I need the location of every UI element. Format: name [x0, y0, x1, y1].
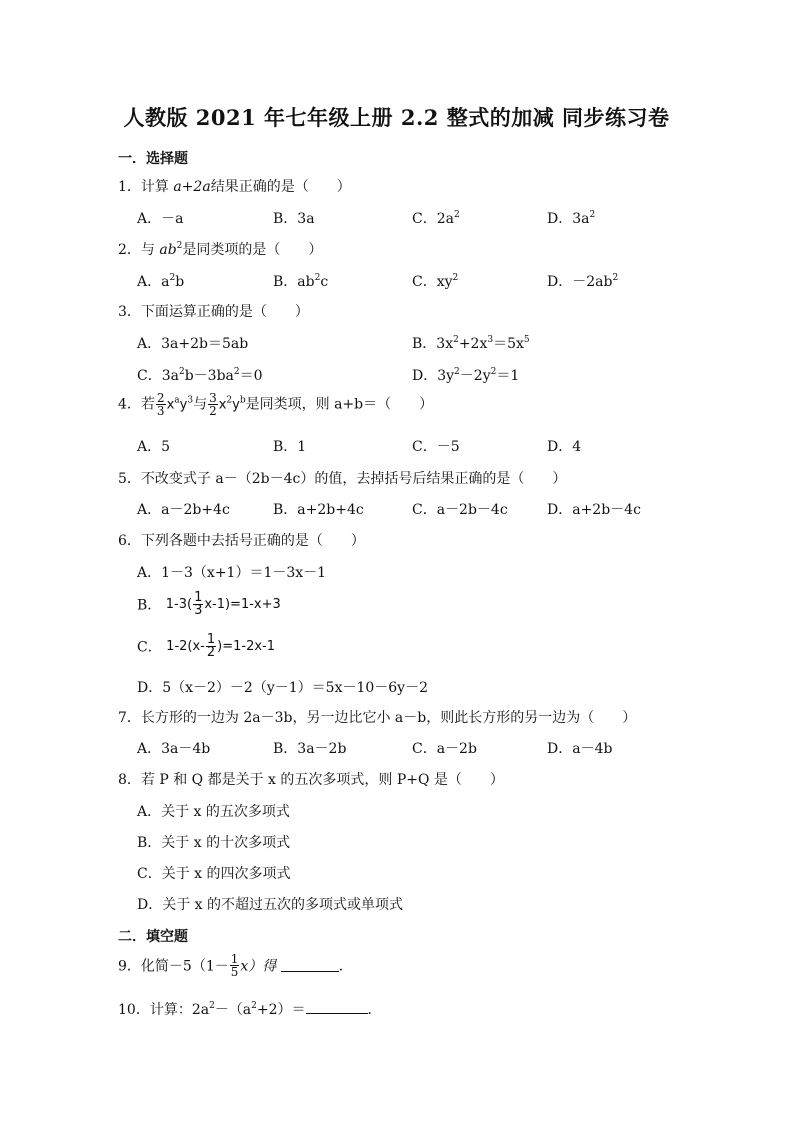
question-4-stem: 4．若 $\frac{2}{3}$ $x^ay^3$与 $\frac{3}{2}$ $x^2y^b$是同类项，则 a+b＝（ ）	[118, 391, 434, 418]
fraction-1-2: $\frac{1}{2}$	[206, 632, 216, 660]
question-1-stem: 1．计算 a+2a结果正确的是（ ）	[118, 179, 351, 195]
question-9-stem: 9．化简－5（1－ $\frac{1}{5}$ x）得 ．	[118, 952, 353, 979]
q1-option-d: D．$3a^2$	[547, 210, 596, 227]
q5-option-b: B．a+2b+4c	[273, 502, 364, 518]
q1-option-a: A．－a	[137, 211, 184, 227]
q7-option-d: D．a－4b	[547, 741, 613, 757]
question-8-stem: 8．若 P 和 Q 都是关于 x 的五次多项式，则 P+Q 是（ ）	[118, 772, 504, 788]
q6-option-a: A．1－3（x+1）＝1－3x－1	[137, 565, 327, 581]
question-6-stem: 6．下列各题中去括号正确的是（ ）	[118, 533, 365, 549]
q8-option-b: B．关于 x 的十次多项式	[137, 835, 291, 851]
q2-option-c: C．$xy^2$	[412, 273, 459, 290]
question-10-stem: 10．计算：$2a^2-(a^2+2)=$ ．	[118, 1001, 382, 1018]
q4-option-c: C．－5	[412, 439, 460, 455]
q5-option-d: D．a+2b－4c	[547, 502, 641, 518]
q2-option-d: D．$-2ab^2$	[547, 273, 619, 290]
q3-option-c: C．$3a^2b-3ba^2=0$	[137, 367, 263, 384]
q6-option-d: D．5（x－2）－2（y－1）＝5x－10－6y－2	[137, 680, 428, 696]
q7-option-a: A．3a－4b	[137, 741, 211, 757]
q1-option-c: C．$2a^2$	[412, 210, 460, 227]
fraction-1-5: $\frac{1}{5}$	[230, 952, 239, 979]
fraction-2-3: $\frac{2}{3}$	[156, 391, 165, 418]
question-5-stem: 5．不改变式子 a－（2b－4c）的值，去掉括号后结果正确的是（ ）	[118, 471, 567, 487]
q7-option-b: B．3a－2b	[273, 741, 347, 757]
answer-blank-9[interactable]	[281, 959, 339, 972]
q6-option-c: C． 1-2(x- $\frac{1}{2}$ )=1-2x-1	[137, 632, 276, 660]
fraction-3-2: $\frac{3}{2}$	[209, 391, 217, 418]
q8-option-c: C．关于 x 的四次多项式	[137, 866, 291, 882]
section-heading-fill: 二．填空题	[118, 929, 188, 945]
question-3-stem: 3．下面运算正确的是（ ）	[118, 304, 309, 320]
q8-option-a: A．关于 x 的五次多项式	[137, 804, 290, 820]
q2-option-a: A．$a^2b$	[137, 273, 185, 290]
q3-option-b: B．$3x^2+2x^3=5x^5$	[412, 335, 530, 352]
section-heading-choice: 一．选择题	[118, 151, 188, 167]
q3-option-d: D．$3y^2-2y^2=1$	[412, 367, 520, 384]
answer-blank-10[interactable]	[306, 1001, 368, 1014]
document-title: 人教版 2021 年七年级上册 2.2 整式的加减 同步练习卷	[123, 105, 670, 130]
fraction-1-3: $\frac{1}{3}$	[194, 590, 203, 618]
q6-option-b: B． 1-3( $\frac{1}{3}$ x-1)=1-x+3	[137, 590, 281, 618]
q3-option-a: A．3a+2b＝5ab	[137, 336, 249, 352]
q5-option-c: C．a－2b－4c	[412, 502, 508, 518]
q4-option-a: A．5	[137, 439, 171, 455]
q1-option-b: B．3a	[273, 211, 315, 227]
question-2-stem: 2．与 $ab^2$是同类项的是（ ）	[118, 241, 323, 258]
q5-option-a: A．a－2b+4c	[137, 502, 230, 518]
q4-option-b: B．1	[273, 439, 307, 455]
q4-option-d: D．4	[547, 439, 582, 455]
q7-option-c: C．a－2b	[412, 741, 477, 757]
q2-option-b: B．$ab^2c$	[273, 273, 329, 290]
q8-option-d: D．关于 x 的不超过五次的多项式或单项式	[137, 897, 404, 913]
question-7-stem: 7．长方形的一边为 2a－3b，另一边比它小 a－b，则此长方形的另一边为（ ）	[118, 710, 637, 726]
